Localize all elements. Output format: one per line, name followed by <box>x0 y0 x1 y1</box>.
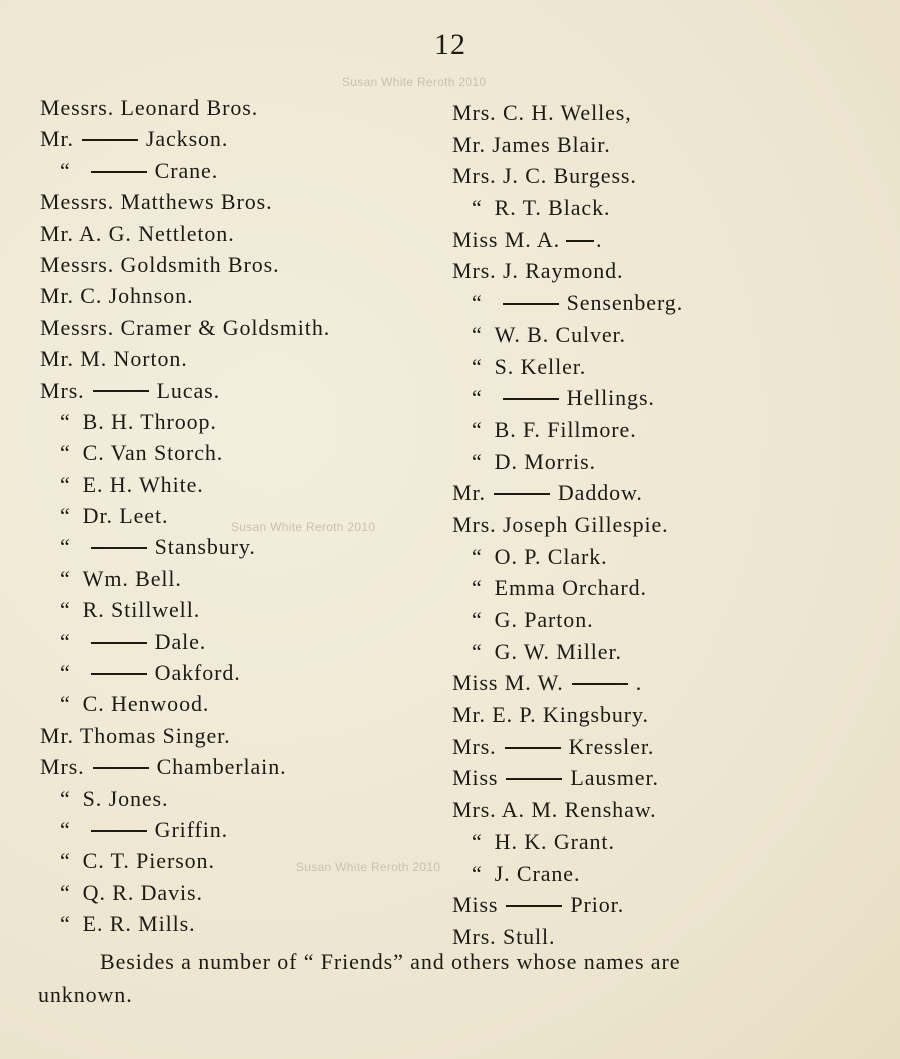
ditto-mark: “ <box>60 911 71 937</box>
name-text: Q. R. Davis. <box>82 879 203 905</box>
name-prefix: Miss M. A. <box>452 226 561 252</box>
name-text: E. H. White. <box>82 471 204 497</box>
ditto-mark: “ <box>60 503 71 529</box>
left-column-entry <box>40 249 445 280</box>
left-column-entry <box>40 218 445 249</box>
name-text: S. Keller. <box>494 353 587 379</box>
name-text: Wm. Bell. <box>82 565 182 591</box>
footer-line-2: unknown. <box>38 982 133 1007</box>
left-column-entry <box>40 155 445 186</box>
name-prefix: Mrs. <box>40 377 85 403</box>
name-text: J. Crane. <box>494 860 581 886</box>
right-column-entry <box>452 762 872 794</box>
right-column-entry <box>452 731 872 763</box>
name-prefix: Mr. James Blair. <box>452 131 611 157</box>
ditto-mark: “ <box>60 597 71 623</box>
name-text: C. Van Storch. <box>82 440 224 466</box>
page-number: 12 <box>434 28 466 61</box>
name-prefix: Mr. C. Johnson. <box>40 283 194 309</box>
right-column-entry <box>452 889 872 921</box>
name-text: Jackson. <box>145 126 229 152</box>
left-column-entry <box>40 500 445 531</box>
ditto-mark: “ <box>60 879 71 905</box>
ditto-mark: “ <box>472 607 483 632</box>
right-column-entry <box>452 192 872 224</box>
ditto-mark: “ <box>60 408 71 434</box>
name-text: H. K. Grant. <box>494 828 615 854</box>
name-text: B. H. Throop. <box>82 408 217 434</box>
ditto-mark: “ <box>60 471 71 497</box>
name-text: Chamberlain. <box>156 754 287 780</box>
left-column-entry <box>40 563 445 594</box>
name-prefix: Messrs. Cramer & Goldsmith. <box>40 314 331 340</box>
name-prefix: Miss <box>452 765 499 791</box>
ditto-mark: “ <box>472 543 483 569</box>
watermark: Susan White Reroth 2010 <box>231 520 376 534</box>
blank-name-rule <box>494 493 550 495</box>
name-text: Hellings. <box>566 385 655 411</box>
ditto-mark: “ <box>60 628 71 654</box>
right-column-entry <box>452 382 872 414</box>
left-column-entry <box>40 312 445 343</box>
name-prefix: Messrs. Matthews Bros. <box>40 189 273 215</box>
ditto-mark: “ <box>60 565 71 591</box>
left-column-entry <box>40 123 445 154</box>
name-text: Kressler. <box>568 733 655 759</box>
right-column-entry <box>452 604 872 636</box>
name-prefix: Mr. A. G. Nettleton. <box>40 220 235 246</box>
name-prefix: Mrs. <box>452 733 497 759</box>
watermark: Susan White Reroth 2010 <box>296 860 441 874</box>
left-column-entry <box>40 343 445 374</box>
name-prefix: Miss M. W. <box>452 670 564 696</box>
ditto-mark: “ <box>472 860 483 886</box>
left-column-entry <box>40 814 445 845</box>
name-text: R. Stillwell. <box>82 597 201 623</box>
right-column-entry <box>452 858 872 890</box>
footer-line-1: Besides a number of “ Friends” and others whose names are <box>100 949 681 974</box>
name-prefix: Messrs. Leonard Bros. <box>40 95 259 120</box>
right-column-entry <box>452 319 872 351</box>
right-column-entry <box>452 541 872 573</box>
left-column-entry <box>40 720 445 751</box>
right-column-entry <box>452 224 872 256</box>
left-column-entry <box>40 375 445 406</box>
right-column-entry <box>452 509 872 541</box>
name-prefix: Messrs. Goldsmith Bros. <box>40 251 280 277</box>
name-text: C. T. Pierson. <box>82 848 215 874</box>
name-prefix: Mrs. Joseph Gillespie. <box>452 511 669 537</box>
blank-name-rule <box>91 547 147 549</box>
left-column-entry <box>40 751 445 782</box>
name-text: . <box>635 670 643 696</box>
left-column-entry <box>40 469 445 500</box>
ditto-mark: “ <box>472 385 483 411</box>
ditto-mark: “ <box>472 828 483 854</box>
left-column-entry <box>40 531 445 562</box>
ditto-mark: “ <box>60 440 71 466</box>
right-column-entry <box>452 287 872 319</box>
ditto-mark: “ <box>60 816 71 842</box>
ditto-mark: “ <box>472 290 483 316</box>
ditto-mark: “ <box>472 195 483 221</box>
ditto-mark: “ <box>60 691 71 717</box>
right-column-entry <box>452 446 872 478</box>
left-column-entry <box>40 908 445 939</box>
name-text: O. P. Clark. <box>494 543 608 569</box>
ditto-mark: “ <box>60 660 71 686</box>
right-column-entry <box>452 129 872 161</box>
blank-name-rule <box>91 171 147 173</box>
name-text: Emma Orchard. <box>494 575 647 601</box>
name-prefix: Mrs. A. M. Renshaw. <box>452 797 657 823</box>
name-prefix: Mr. Thomas Singer. <box>40 722 231 748</box>
left-column-entry <box>40 783 445 814</box>
name-text: Lausmer. <box>570 765 659 791</box>
name-text: W. B. Culver. <box>494 321 626 347</box>
name-text: C. Henwood. <box>82 691 210 717</box>
right-column-entry <box>452 97 872 129</box>
name-text: Dale. <box>154 628 207 654</box>
left-column-entry <box>40 92 445 123</box>
ditto-mark: “ <box>472 448 483 474</box>
ditto-mark: “ <box>60 848 71 874</box>
right-column-entry <box>452 826 872 858</box>
name-text: B. F. Fillmore. <box>494 416 637 442</box>
ditto-mark: “ <box>60 157 71 183</box>
name-prefix: Mrs. Stull. <box>452 923 556 949</box>
blank-name-rule <box>566 240 594 242</box>
blank-name-rule <box>82 139 138 141</box>
left-column-entry <box>40 406 445 437</box>
ditto-mark: “ <box>472 353 483 379</box>
left-column-entry <box>40 877 445 908</box>
right-name-column <box>452 97 872 953</box>
name-prefix: Mr. M. Norton. <box>40 346 188 372</box>
blank-name-rule <box>506 905 562 907</box>
name-text: Oakford. <box>154 660 241 686</box>
name-prefix: Mr. <box>40 126 74 152</box>
left-name-column <box>40 92 445 940</box>
right-column-entry <box>452 351 872 383</box>
name-text: Daddow. <box>557 480 643 506</box>
right-column-entry <box>452 477 872 509</box>
name-text: S. Jones. <box>82 785 169 811</box>
left-column-entry <box>40 437 445 468</box>
name-prefix: Mr. <box>452 480 486 506</box>
ditto-mark: “ <box>472 638 483 664</box>
blank-name-rule <box>91 673 147 675</box>
left-column-entry <box>40 688 445 719</box>
name-text: R. T. Black. <box>494 195 611 221</box>
right-column-entry <box>452 255 872 287</box>
left-column-entry <box>40 845 445 876</box>
footer-paragraph <box>38 945 878 1011</box>
name-prefix: Mrs. J. C. Burgess. <box>452 163 637 189</box>
name-text: Sensenberg. <box>566 290 684 316</box>
name-text: D. Morris. <box>494 448 596 474</box>
ditto-mark: “ <box>472 575 483 601</box>
blank-name-rule <box>93 767 149 769</box>
name-text: Crane. <box>154 157 219 183</box>
name-text: Prior. <box>570 892 625 918</box>
right-column-entry <box>452 636 872 668</box>
right-column-entry <box>452 414 872 446</box>
name-text: G. Parton. <box>494 607 594 632</box>
blank-name-rule <box>91 830 147 832</box>
name-text: Stansbury. <box>154 534 256 560</box>
blank-name-rule <box>93 390 149 392</box>
name-text: G. W. Miller. <box>494 638 622 664</box>
right-column-entry <box>452 160 872 192</box>
name-prefix: Miss <box>452 892 499 918</box>
right-column-entry <box>452 699 872 731</box>
name-text: Griffin. <box>154 816 229 842</box>
right-column-entry <box>452 667 872 699</box>
blank-name-rule <box>503 303 559 305</box>
name-text: . <box>596 226 603 252</box>
blank-name-rule <box>505 747 561 749</box>
left-column-entry <box>40 626 445 657</box>
name-text: E. R. Mills. <box>82 911 196 937</box>
name-prefix: Mrs. J. Raymond. <box>452 258 624 284</box>
blank-name-rule <box>91 642 147 644</box>
name-prefix: Mrs. C. H. Welles, <box>452 100 632 125</box>
watermark: Susan White Reroth 2010 <box>342 75 487 89</box>
name-prefix: Mr. E. P. Kingsbury. <box>452 702 649 728</box>
left-column-entry <box>40 594 445 625</box>
name-prefix: Mrs. <box>40 754 85 780</box>
blank-name-rule <box>506 778 562 780</box>
left-column-entry <box>40 280 445 311</box>
name-text: Lucas. <box>156 377 220 403</box>
ditto-mark: “ <box>60 534 71 560</box>
right-column-entry <box>452 794 872 826</box>
blank-name-rule <box>503 398 559 400</box>
ditto-mark: “ <box>472 321 483 347</box>
name-text: Dr. Leet. <box>82 503 169 529</box>
ditto-mark: “ <box>60 785 71 811</box>
left-column-entry <box>40 657 445 688</box>
right-column-entry <box>452 572 872 604</box>
left-column-entry <box>40 186 445 217</box>
blank-name-rule <box>572 683 628 685</box>
ditto-mark: “ <box>472 416 483 442</box>
